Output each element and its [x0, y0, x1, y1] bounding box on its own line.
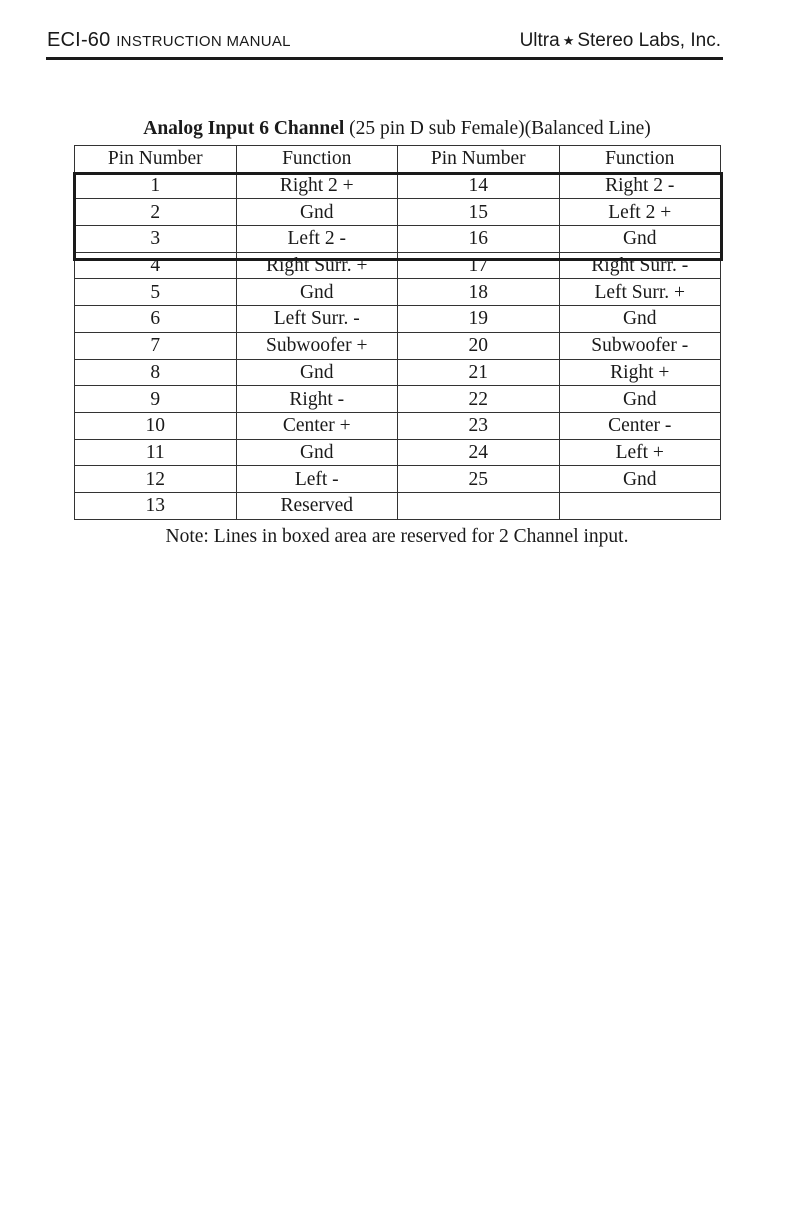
function-cell: Left +	[559, 439, 721, 466]
manual-subtitle: INSTRUCTION MANUAL	[116, 33, 291, 50]
table-row	[75, 466, 721, 493]
manual-title	[47, 29, 291, 52]
header-cell: Pin Number	[398, 146, 560, 173]
pin-cell: 24	[398, 439, 560, 466]
function-cell: Right +	[559, 359, 721, 386]
header-cell: Function	[559, 146, 721, 173]
table-row	[75, 412, 721, 439]
pin-cell: 9	[75, 386, 237, 413]
pin-cell: 14	[398, 172, 560, 199]
pin-cell: 25	[398, 466, 560, 493]
table-row	[75, 306, 721, 333]
pinout-table	[74, 145, 721, 520]
table-row	[75, 199, 721, 226]
company-name	[520, 30, 721, 52]
pin-cell: 19	[398, 306, 560, 333]
function-cell: Center +	[236, 412, 398, 439]
table-row	[75, 439, 721, 466]
pin-cell	[398, 492, 560, 519]
pin-cell: 4	[75, 252, 237, 279]
function-cell: Subwoofer +	[236, 332, 398, 359]
pin-cell: 11	[75, 439, 237, 466]
function-cell: Left Surr. +	[559, 279, 721, 306]
pin-cell: 10	[75, 412, 237, 439]
caption-rest: (25 pin D sub Female)(Balanced Line)	[344, 118, 651, 139]
table-row	[75, 359, 721, 386]
brand-right: Stereo Labs, Inc.	[577, 30, 721, 51]
table-row	[75, 332, 721, 359]
function-cell: Right 2 +	[236, 172, 398, 199]
function-cell: Right Surr. +	[236, 252, 398, 279]
function-cell: Right -	[236, 386, 398, 413]
function-cell: Gnd	[559, 226, 721, 253]
header-cell: Pin Number	[75, 146, 237, 173]
function-cell: Subwoofer -	[559, 332, 721, 359]
table-row	[75, 492, 721, 519]
function-cell: Reserved	[236, 492, 398, 519]
table-row	[75, 172, 721, 199]
page-header	[46, 27, 723, 60]
function-cell: Gnd	[236, 359, 398, 386]
pin-cell: 13	[75, 492, 237, 519]
pin-cell: 1	[75, 172, 237, 199]
table-caption	[74, 118, 720, 140]
table-header-row	[75, 146, 721, 173]
table-row	[75, 279, 721, 306]
table-row	[75, 386, 721, 413]
brand-left: Ultra	[519, 30, 560, 51]
pin-cell: 20	[398, 332, 560, 359]
function-cell	[559, 492, 721, 519]
caption-bold: Analog Input 6 Channel	[143, 118, 345, 139]
function-cell: Right Surr. -	[559, 252, 721, 279]
pin-cell: 6	[75, 306, 237, 333]
function-cell: Center -	[559, 412, 721, 439]
pin-cell: 15	[398, 199, 560, 226]
function-cell: Gnd	[236, 199, 398, 226]
pin-cell: 5	[75, 279, 237, 306]
function-cell: Left -	[236, 466, 398, 493]
function-cell: Left Surr. -	[236, 306, 398, 333]
header-cell: Function	[236, 146, 398, 173]
function-cell: Gnd	[559, 466, 721, 493]
function-cell: Left 2 +	[559, 199, 721, 226]
function-cell: Gnd	[236, 439, 398, 466]
pin-cell: 22	[398, 386, 560, 413]
pin-cell: 21	[398, 359, 560, 386]
table-row	[75, 252, 721, 279]
pin-cell: 16	[398, 226, 560, 253]
pin-cell: 18	[398, 279, 560, 306]
pin-cell: 8	[75, 359, 237, 386]
function-cell: Gnd	[559, 386, 721, 413]
function-cell: Gnd	[559, 306, 721, 333]
pin-cell: 7	[75, 332, 237, 359]
function-cell: Left 2 -	[236, 226, 398, 253]
pin-cell: 12	[75, 466, 237, 493]
pin-cell: 23	[398, 412, 560, 439]
table-note: Note: Lines in boxed area are reserved for 2 Channel input.	[165, 526, 629, 547]
function-cell: Right 2 -	[559, 172, 721, 199]
star-icon: ★	[562, 33, 575, 48]
pin-cell: 17	[398, 252, 560, 279]
pin-cell: 3	[75, 226, 237, 253]
pin-cell: 2	[75, 199, 237, 226]
model-name: ECI-60	[47, 29, 111, 51]
table-row	[75, 226, 721, 253]
function-cell: Gnd	[236, 279, 398, 306]
